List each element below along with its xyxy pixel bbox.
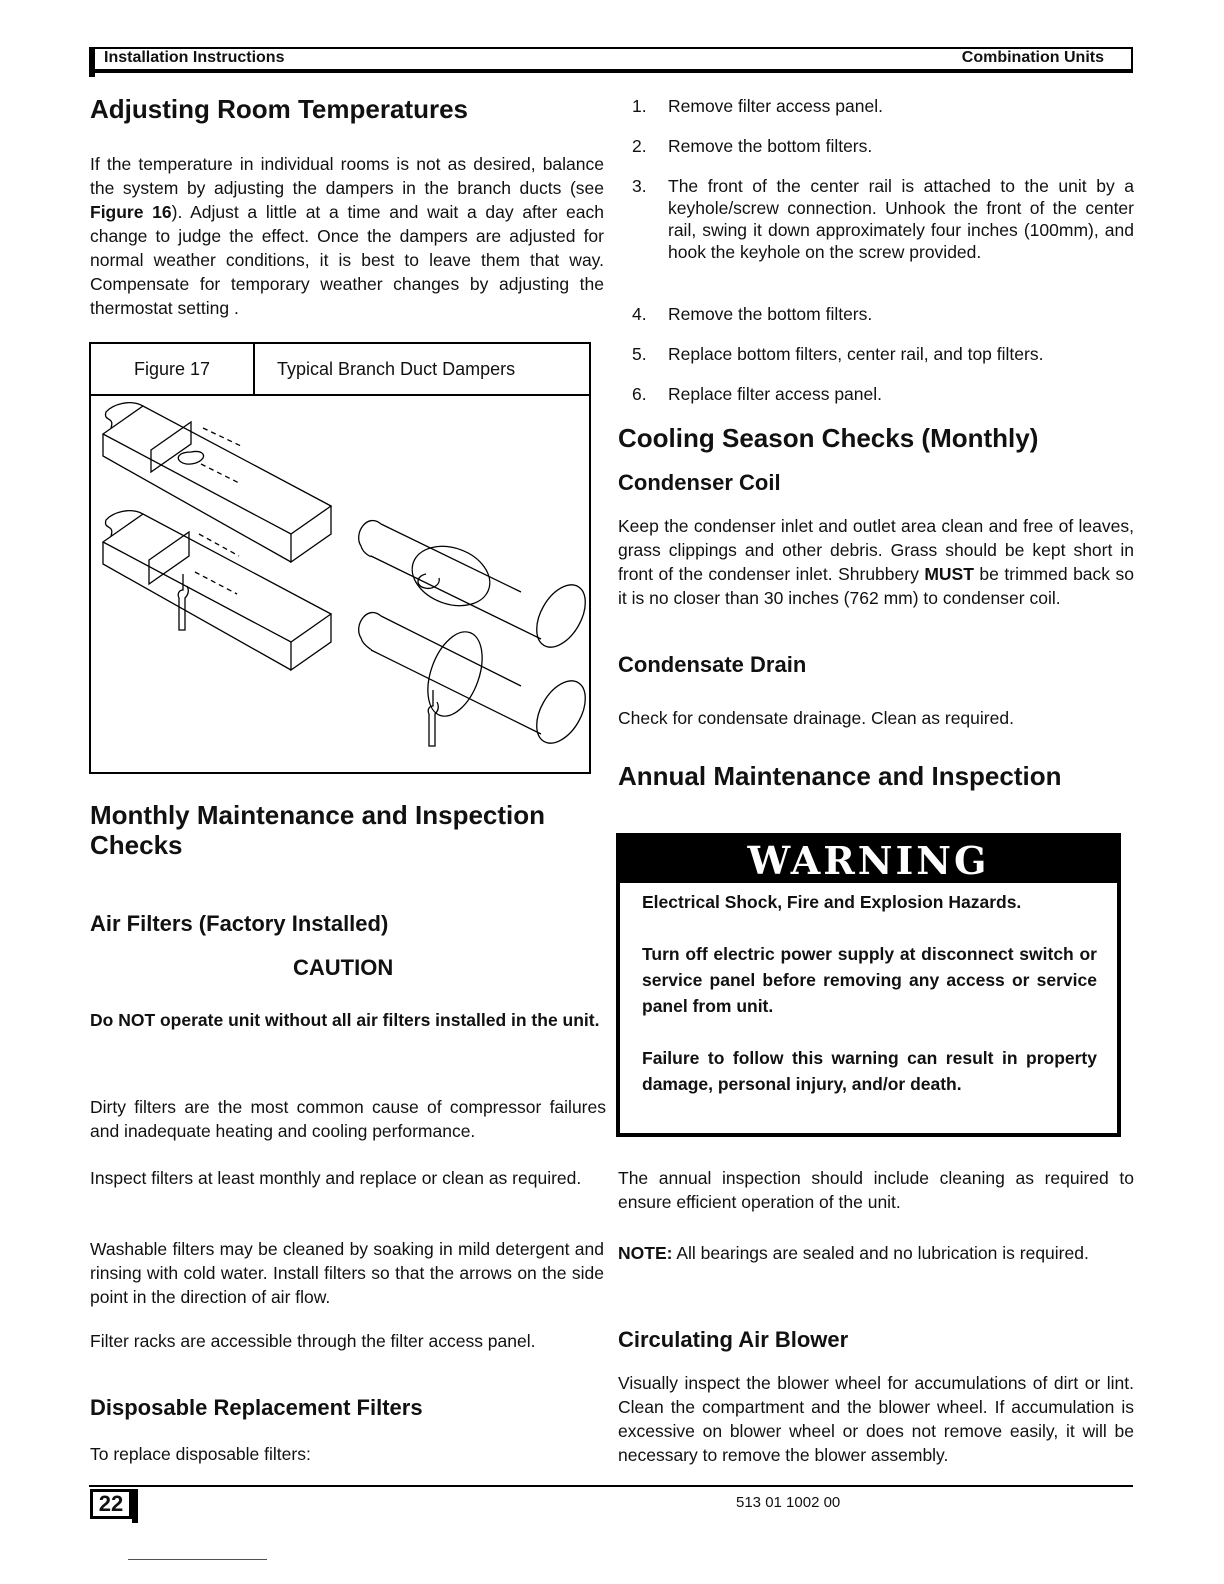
figure-number: Figure 17 <box>91 344 255 394</box>
heading-blower: Circulating Air Blower <box>618 1327 849 1352</box>
heading-monthly: Monthly Maintenance and Inspection Checks <box>90 800 546 860</box>
figure-title: Typical Branch Duct Dampers <box>277 358 516 379</box>
heading-disposable: Disposable Replacement Filters <box>90 1395 423 1420</box>
para-condensate-drain: Check for condensate drainage. Clean as required. <box>618 708 1014 728</box>
heading-condensate-drain: Condensate Drain <box>618 652 807 677</box>
rect-duct-bottom <box>103 511 331 670</box>
heading-adjusting: Adjusting Room Temperatures <box>90 94 469 124</box>
list-item: 2. Remove the bottom filters. <box>632 136 873 156</box>
rect-duct-top <box>103 403 331 562</box>
para-dirty-filters: Dirty filters are the most common cause of compressor failures and inadequate heating and cooling performance. <box>90 1097 606 1141</box>
warning-title: WARNING <box>620 837 1117 883</box>
para-condenser-coil: Keep the condenser inlet and outlet area clean and free of leaves, grass clippings and other debris. Grass should be kept short in front of the condenser inlet. Shrubbery MUST be trimmed back so it is no closer than 30 inches (762 mm) to condenser coil. <box>618 516 1135 608</box>
caution-text: Do NOT operate unit without all air filters installed in the unit. <box>90 1010 600 1030</box>
list-item: 5. Replace bottom filters, center rail, and top filters. <box>632 344 1044 364</box>
list-item: 6. Replace filter access panel. <box>632 384 882 404</box>
heading-cooling: Cooling Season Checks (Monthly) <box>618 423 1039 453</box>
warning-instruction: Turn off electric power supply at disconnect switch or service panel before removing any access or service panel from unit. <box>642 944 1097 1016</box>
note: NOTE: All bearings are sealed and no lubrication is required. <box>618 1243 1089 1263</box>
heading-condenser-coil: Condenser Coil <box>618 470 781 495</box>
page-number: 22 <box>90 1489 132 1519</box>
para-inspect-filters: Inspect filters at least monthly and replace or clean as required. <box>90 1168 582 1188</box>
warning-consequence: Failure to follow this warning can result in property damage, personal injury, and/or death. <box>642 1048 1097 1094</box>
figure-header <box>91 344 589 396</box>
note-label: NOTE: <box>618 1243 673 1263</box>
document-number: 513 01 1002 00 <box>736 1494 841 1511</box>
figure-reference: Figure 16 <box>90 202 172 222</box>
decorative-line <box>128 1559 267 1560</box>
header-left: Installation Instructions <box>104 49 285 66</box>
header-bar <box>89 47 95 77</box>
list-item: 4. Remove the bottom filters. <box>632 304 873 324</box>
heading-air-filters: Air Filters (Factory Installed) <box>90 911 389 936</box>
warning-box <box>616 833 1121 1137</box>
page-number-bar <box>132 1489 138 1523</box>
footer-rule <box>89 1485 1133 1487</box>
figure-17 <box>89 342 591 774</box>
para-washable-filters: Washable filters may be cleaned by soaking in mild detergent and rinsing with cold water. Install filters so that the arrows on the side point in the direction of air flow. <box>90 1239 604 1307</box>
duct-damper-illustration <box>91 394 589 772</box>
para-blower: Visually inspect the blower wheel for accumulations of dirt or lint. Clean the compartment and the blower wheel. If accumulation is excessive on blower wheel or does not remove easily, it will be necessary to remove the blower assembly. <box>618 1373 1134 1465</box>
list-item: 1. Remove filter access panel. <box>632 96 883 116</box>
para-adjusting: If the temperature in individual rooms is not as desired, balance the system by adjusting the dampers in the branch ducts (see Figure 16). Adjust a little at a time and wait a day after each change to judge the effect. Once the dampers are adjusted for normal weather conditions, it is best to leave them that way. Compensate for temporary weather changes by adjusting the thermostat setting . <box>90 154 604 318</box>
heading-annual: Annual Maintenance and Inspection <box>618 761 1062 791</box>
warning-hazards: Electrical Shock, Fire and Explosion Hazards. <box>642 892 1022 912</box>
header-right: Combination Units <box>961 49 1104 66</box>
list-item: 3. The front of the center rail is attached to the unit by a keyhole/screw connection. Unhook the front of the center rail, swing it down approximately four inches (100mm), and hook the keyhole on the screw provided. <box>632 176 1134 262</box>
para-annual: The annual inspection should include cleaning as required to ensure efficient operation of the unit. <box>618 1168 1134 1212</box>
para-filter-racks: Filter racks are accessible through the filter access panel. <box>90 1331 536 1351</box>
round-duct-bottom <box>359 613 589 752</box>
caution-label: CAUTION <box>293 955 394 980</box>
para-replace: To replace disposable filters: <box>90 1444 311 1464</box>
